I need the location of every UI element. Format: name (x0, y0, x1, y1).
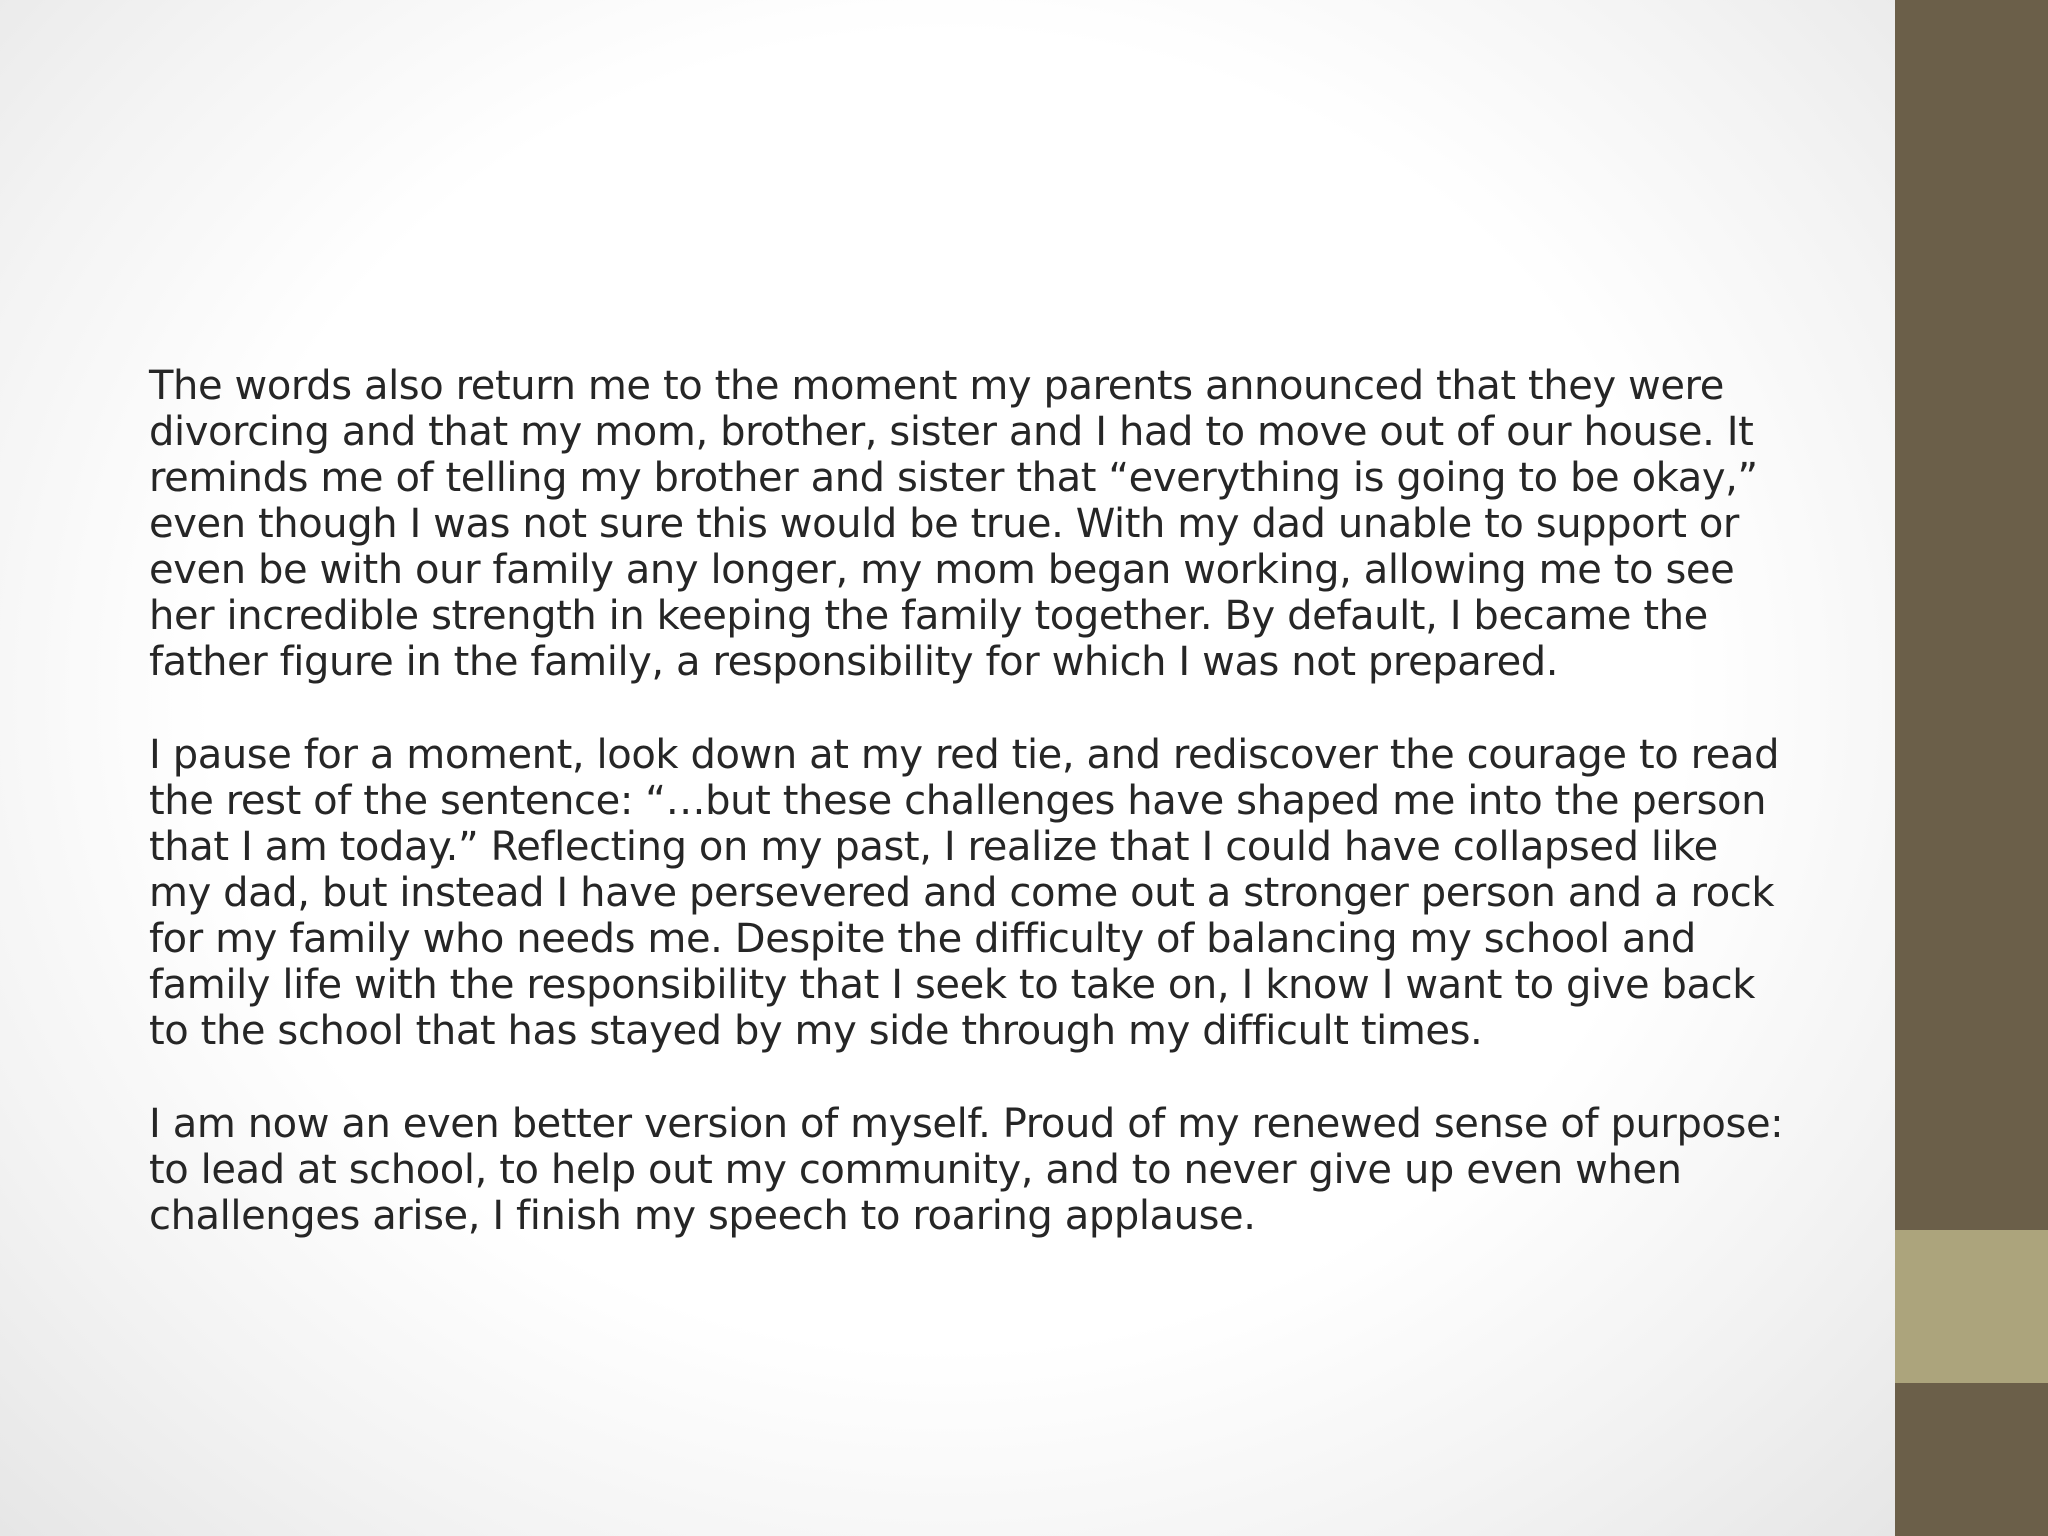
paragraph-courage: I pause for a moment, look down at my red tie, and rediscover the courage to read the rest of the sentence: “…but these challenges have shaped me into the person that I am today.” Reflecting on my past, I realize that I could have collapsed like my dad, but instead I have persevered and come out a stronger person and a rock for my family who needs me. Despite the difficulty of balancing my school and family life with the responsibility that I seek to take on, I know I want to give back to the school that has stayed by my side through my difficult times. (149, 732, 1780, 1054)
slide-body-text (149, 363, 1789, 1286)
paragraph-purpose: I am now an even better version of myself. Proud of my renewed sense of purpose: to lead at school, to help out my community, and to never give up even when challenges arise, I finish my speech to roaring applause. (149, 1101, 1784, 1239)
paragraph-divorce: The words also return me to the moment my parents announced that they were divorcing and that my mom, brother, sister and I had to move out of our house. It reminds me of telling my brother and sister that “everything is going to be okay,” even though I was not sure this would be true. With my dad unable to support or even be with our family any longer, my mom began working, allowing me to see her incredible strength in keeping the family together. By default, I became the father figure in the family, a responsibility for which I was not prepared. (149, 363, 1758, 685)
sidebar-accent-block (1895, 1230, 2048, 1383)
